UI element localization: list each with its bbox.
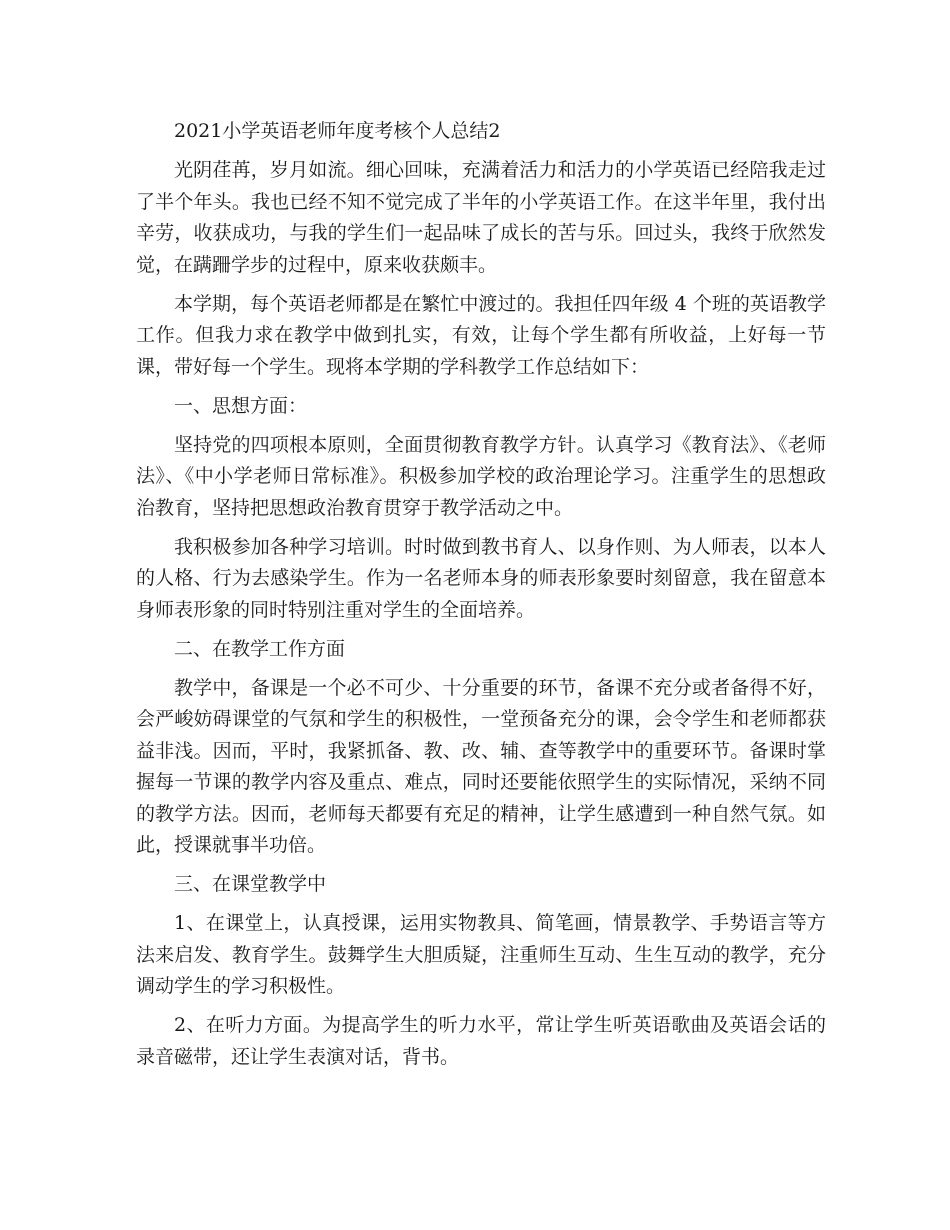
paragraph-classroom-item-1: 1、在课堂上，认真授课，运用实物教具、简笔画，情景教学、手势语言等方法来启发、教育学生。鼓舞学生大胆质疑，注重师生互动、生生互动的教学，充分调动学生的学习积极性。 [136, 912, 826, 997]
paragraph-training: 我积极参加各种学习培训。时时做到教书育人、以身作则、为人师表，以本人的人格、行为去感染学生。作为一名老师本身的师表形象要时刻留意，我在留意本身师表形象的同时特别注重对学生的全面培养。 [136, 535, 826, 621]
document-title: 2021小学英语老师年度考核个人总结2 [174, 120, 501, 142]
section-heading-classroom: 三、在课堂教学中 [174, 873, 327, 895]
paragraph-listening-item-2: 2、在听力方面。为提高学生的听力水平，常让学生听英语歌曲及英语会话的录音磁带，还让学生表演对话，背书。 [136, 1014, 826, 1068]
paragraph-ideology: 坚持党的四项根本原则，全面贯彻教育教学方针。认真学习《教育法》、《老师法》、《中小学老师日常标准》。积极参加学校的政治理论学习。注重学生的思想政治教育，坚持把思想政治教育贯穿于教学活动之中。 [136, 433, 826, 519]
paragraph-intro: 光阴荏苒，岁月如流。细心回味，充满着活力和活力的小学英语已经陪我走过了半个年头。我也已经不知不觉完成了半年的小学英语工作。在这半年里，我付出辛劳，收获成功，与我的学生们一起品味了成长的苦与乐。回过头，我终于欣然发觉，在蹒跚学步的过程中，原来收获颇丰。 [136, 159, 826, 276]
section-heading-ideology: 一、思想方面： [174, 394, 308, 417]
paragraph-lesson-prep: 教学中，备课是一个必不可少、十分重要的环节，备课不充分或者备得不好，会严峻妨碍课堂的气氛和学生的积极性，一堂预备充分的课，会令学生和老师都获益非浅。因而，平时，我紧抓备、教、改、辅、查等教学中的重要环节。备课时掌握每一节课的教学内容及重点、难点，同时还要能依照学生的实际情况，采纳不同的教学方法。因而，老师每天都要有充足的精神，让学生感遭到一种自然气氛。如此，授课就事半功倍。 [136, 676, 826, 856]
document-body [136, 116, 826, 1081]
section-heading-teaching-work: 二、在教学工作方面 [174, 637, 346, 660]
paragraph-semester: 本学期，每个英语老师都是在繁忙中渡过的。我担任四年级 4 个班的英语教学工作。但我力求在教学中做到扎实，有效，让每个学生都有所收益，上好每一节课，带好每一个学生。现将本学期的学科教学工作总结如下： [136, 292, 826, 378]
